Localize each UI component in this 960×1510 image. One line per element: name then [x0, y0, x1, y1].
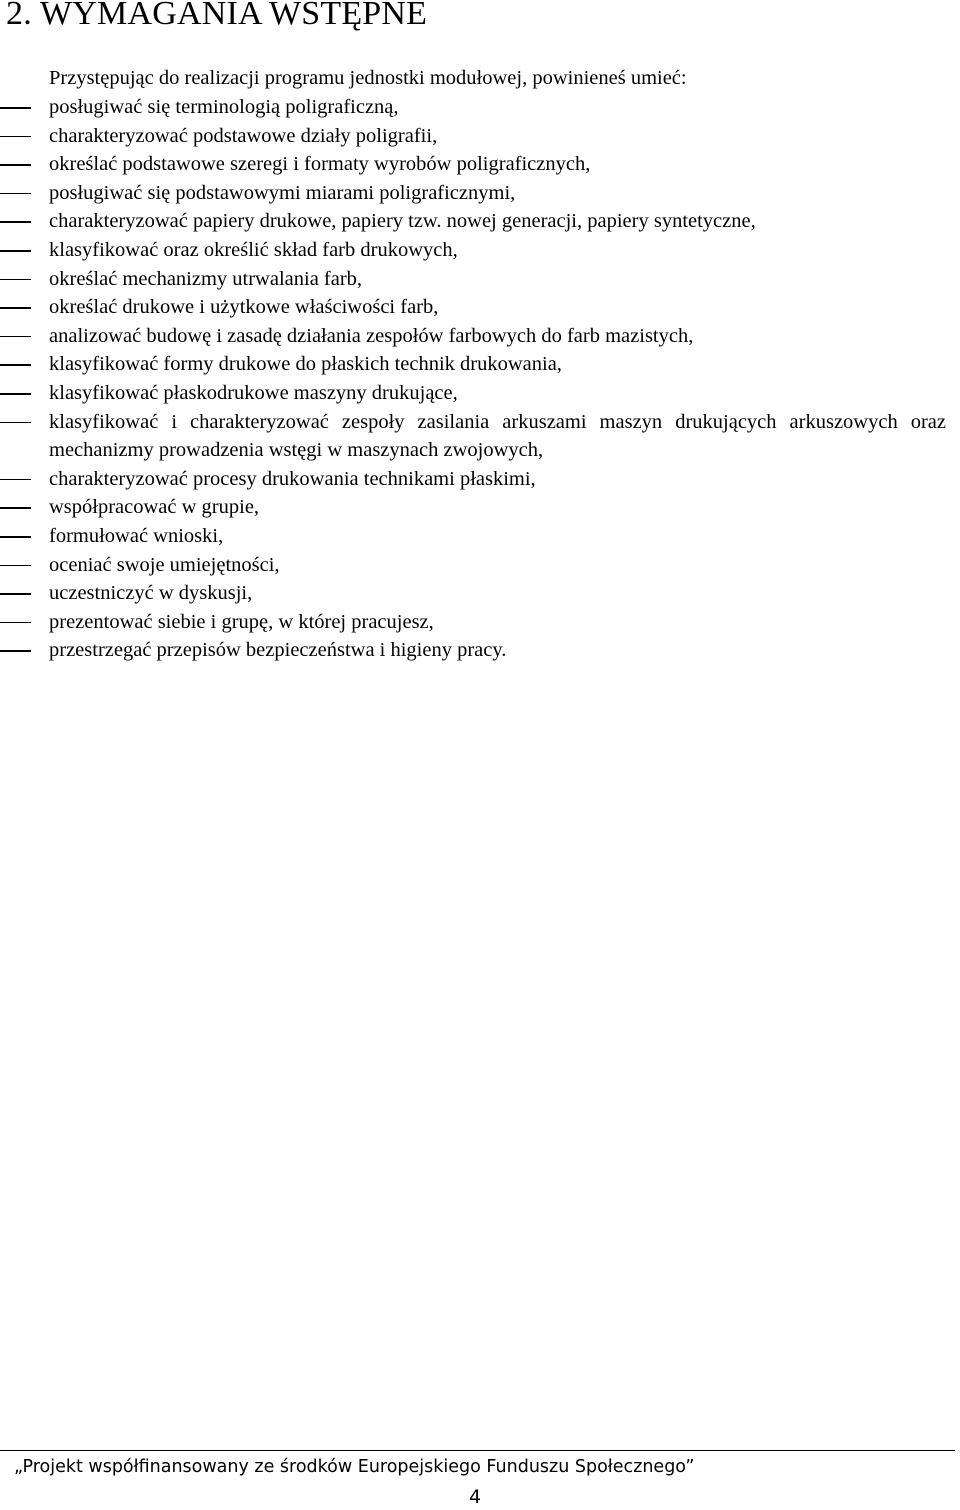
list-item: [0, 493, 946, 522]
list-item: [0, 122, 946, 151]
list-item-text: klasyfikować oraz określić skład farb drukowych,: [49, 238, 458, 261]
list-item: [0, 236, 946, 265]
dash-bullet-icon: [0, 364, 31, 366]
requirements-list: [0, 93, 946, 665]
list-item-text: klasyfikować formy drukowe do płaskich technik drukowania,: [49, 353, 562, 376]
list-item-text: określać podstawowe szeregi i formaty wyrobów poligraficznych,: [49, 153, 591, 176]
dash-bullet-icon: [0, 593, 31, 595]
list-item-text: określać mechanizmy utrwalania farb,: [49, 267, 363, 290]
list-item: [0, 150, 946, 179]
dash-bullet-icon: [0, 164, 31, 166]
list-item-text: określać drukowe i użytkowe właściwości farb,: [49, 296, 439, 319]
list-item: [0, 608, 946, 637]
list-item-text: posługiwać się podstawowymi miarami poligraficznymi,: [49, 181, 516, 204]
list-item: [0, 408, 946, 465]
dash-bullet-icon: [0, 650, 31, 652]
dash-bullet-icon: [0, 536, 31, 538]
list-item: [0, 350, 946, 379]
intro-paragraph: Przystępując do realizacji programu jednostki modułowej, powinieneś umieć:: [49, 67, 687, 89]
list-item: [0, 179, 946, 208]
footer-divider: [0, 1450, 955, 1451]
list-item-text: posługiwać się terminologią poligraficzną,: [49, 96, 399, 118]
list-item-text: formułować wnioski,: [49, 524, 224, 547]
list-item: [0, 379, 946, 408]
list-item: [0, 93, 946, 122]
list-item-text: oceniać swoje umiejętności,: [49, 553, 280, 576]
list-item-text: prezentować siebie i grupę, w której pracujesz,: [49, 610, 434, 633]
list-item: [0, 579, 946, 608]
dash-bullet-icon: [0, 307, 31, 309]
footer-funding-note: „Projekt współfinansowany ze środków Europejskiego Funduszu Społecznego”: [14, 1457, 695, 1477]
dash-bullet-icon: [0, 221, 31, 223]
list-item: [0, 293, 946, 322]
list-item-text: charakteryzować podstawowe działy poligrafii,: [49, 124, 438, 147]
list-item-text: współpracować w grupie,: [49, 496, 260, 519]
list-item-text: klasyfikować płaskodrukowe maszyny drukujące,: [49, 381, 458, 404]
list-item-text: charakteryzować papiery drukowe, papiery tzw. nowej generacji, papiery syntetyczne,: [49, 210, 756, 233]
dash-bullet-icon: [0, 136, 31, 138]
list-item-text: analizować budowę i zasadę działania zespołów farbowych do farb mazistych,: [49, 324, 694, 347]
list-item-text: charakteryzować procesy drukowania technikami płaskimi,: [49, 467, 536, 490]
list-item: [0, 551, 946, 580]
dash-bullet-icon: [0, 507, 31, 509]
dash-bullet-icon: [0, 250, 31, 252]
list-item-text: klasyfikować i charakteryzować zespoły zasilania arkuszami maszyn drukujących arkuszowych oraz mechanizmy prowadzenia wstęgi w maszynach zwojowych,: [49, 410, 946, 462]
dash-bullet-icon: [0, 336, 31, 338]
dash-bullet-icon: [0, 422, 31, 424]
list-item: [0, 265, 946, 294]
list-item-text: przestrzegać przepisów bezpieczeństwa i higieny pracy.: [49, 639, 507, 662]
dash-bullet-icon: [0, 279, 31, 281]
list-item: [0, 522, 946, 551]
list-item: [0, 207, 946, 236]
list-item: [0, 322, 946, 351]
dash-bullet-icon: [0, 479, 31, 481]
dash-bullet-icon: [0, 107, 31, 109]
dash-bullet-icon: [0, 393, 31, 395]
list-item-text: uczestniczyć w dyskusji,: [49, 582, 253, 605]
dash-bullet-icon: [0, 622, 31, 624]
list-item: [0, 636, 946, 665]
dash-bullet-icon: [0, 565, 31, 567]
list-item: [0, 465, 946, 494]
dash-bullet-icon: [0, 193, 31, 195]
page-number: 4: [468, 1486, 482, 1508]
section-heading: 2. WYMAGANIA WSTĘPNE: [6, 0, 428, 32]
